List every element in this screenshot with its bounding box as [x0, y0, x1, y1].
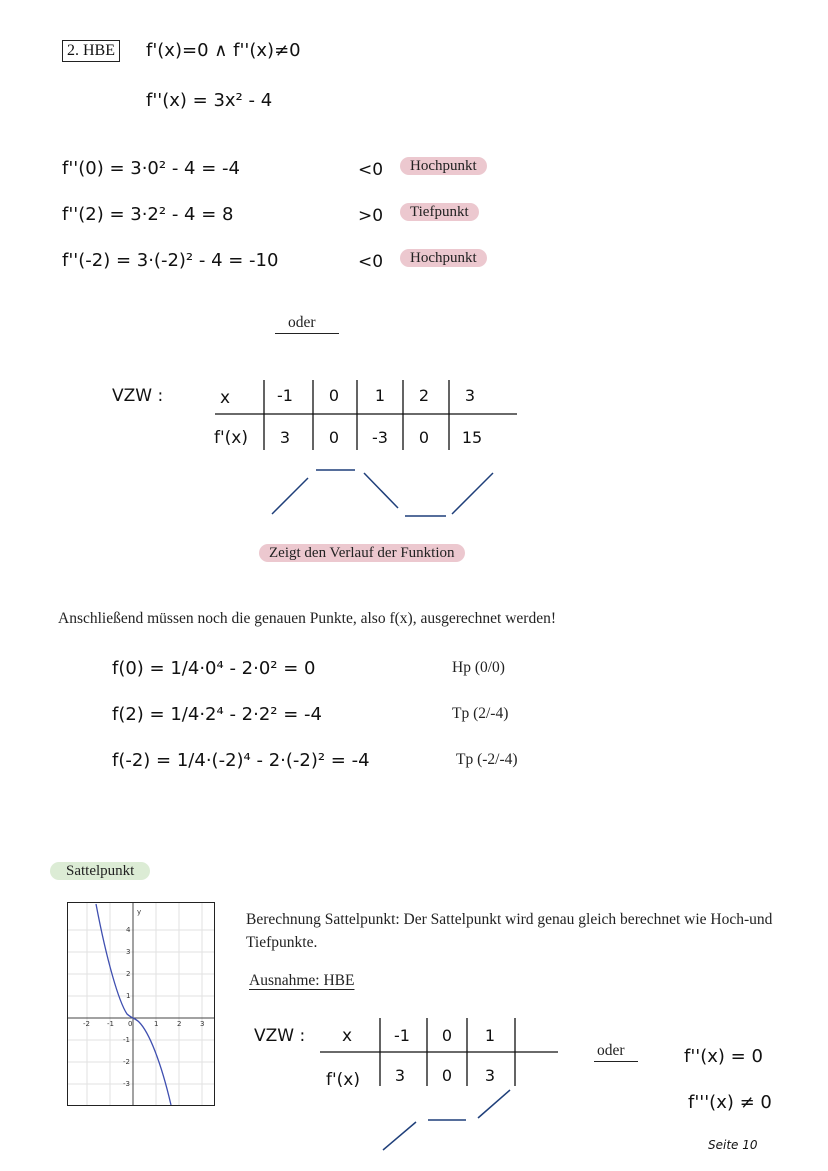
point-expr-3: f(-2) = 1/4·(-2)⁴ - 2·(-2)² = -4 — [112, 750, 370, 771]
y-tick: -2 — [123, 1058, 130, 1066]
sattel-condition-2: f'''(x) ≠ 0 — [688, 1092, 772, 1113]
vzw-x-label: x — [220, 388, 231, 408]
x-tick: -1 — [107, 1020, 114, 1028]
vzw-f-cell: -3 — [372, 428, 388, 447]
y-tick: 2 — [126, 970, 131, 978]
second-derivative: f''(x) = 3x² - 4 — [146, 90, 273, 111]
y-axis-label: y — [137, 908, 142, 916]
vzw-x-cell: 0 — [328, 386, 340, 405]
page-number: Seite 10 — [708, 1138, 758, 1152]
y-tick: -3 — [123, 1080, 130, 1088]
vzw-f-label: f'(x) — [214, 428, 248, 448]
point-result-2: Tp (2/-4) — [452, 705, 509, 722]
vzw-x-cell: 1 — [374, 386, 386, 405]
check-expr-1: f''(0) = 3·0² - 4 = -4 — [62, 158, 240, 179]
section-label: 2. HBE — [62, 40, 120, 62]
point-expr-2: f(2) = 1/4·2⁴ - 2·2² = -4 — [112, 704, 322, 725]
x-tick: -2 — [83, 1020, 90, 1028]
result-badge-3: Hochpunkt — [400, 249, 487, 267]
x-tick: 0 — [128, 1020, 133, 1028]
sattel-oder-label: oder — [597, 1042, 625, 1059]
point-expr-1: f(0) = 1/4·0⁴ - 2·0² = 0 — [112, 658, 316, 679]
vzw-x-cell: -1 — [277, 386, 293, 405]
check-sign-1: <0 — [358, 160, 384, 180]
y-tick: 1 — [126, 992, 131, 1000]
x-tick: 3 — [200, 1020, 205, 1028]
vzw2-label: VZW : — [254, 1026, 306, 1046]
result-badge-1: Hochpunkt — [400, 157, 487, 175]
vzw2-x-cell: 0 — [441, 1026, 453, 1045]
sattel-oder-underline — [594, 1061, 638, 1062]
vzw-f-cell: 0 — [418, 428, 430, 447]
vzw-f-cell: 15 — [461, 428, 483, 447]
points-intro: Anschließend müssen noch die genauen Punkte, also f(x), ausgerechnet werden! — [58, 610, 556, 627]
trend-badge: Zeigt den Verlauf der Funktion — [259, 544, 465, 562]
sattel-condition-1: f''(x) = 0 — [684, 1046, 763, 1067]
sattel-exception: Ausnahme: HBE — [249, 972, 355, 989]
hbe-condition: f'(x)=0 ∧ f''(x)≠0 — [146, 40, 301, 61]
point-result-1: Hp (0/0) — [452, 659, 505, 676]
oder-label: oder — [288, 314, 316, 331]
sattelpunkt-tag: Sattelpunkt — [50, 862, 150, 880]
point-result-3: Tp (-2/-4) — [456, 751, 518, 768]
x-tick: 1 — [154, 1020, 159, 1028]
check-sign-2: >0 — [358, 206, 384, 226]
y-tick: -1 — [123, 1036, 130, 1044]
y-tick: 3 — [126, 948, 131, 956]
vzw-f-cell: 3 — [279, 428, 291, 447]
y-tick: 4 — [126, 926, 131, 934]
vzw-label: VZW : — [112, 386, 164, 406]
vzw2-f-cell: 0 — [441, 1066, 453, 1085]
vzw2-f-label: f'(x) — [326, 1070, 360, 1090]
vzw-f-cell: 0 — [328, 428, 340, 447]
vzw-x-cell: 2 — [418, 386, 430, 405]
vzw2-f-cell: 3 — [484, 1066, 496, 1085]
result-badge-2: Tiefpunkt — [400, 203, 479, 221]
vzw2-x-cell: 1 — [484, 1026, 496, 1045]
x-tick: 2 — [177, 1020, 182, 1028]
vzw2-f-cell: 3 — [394, 1066, 406, 1085]
vzw-x-cell: 3 — [464, 386, 476, 405]
sattel-description: Berechnung Sattelpunkt: Der Sattelpunkt wird genau gleich berechnet wie Hoch-und Tiefpunkte. — [246, 911, 773, 951]
check-expr-3: f''(-2) = 3·(-2)² - 4 = -10 — [62, 250, 279, 271]
check-sign-3: <0 — [358, 252, 384, 272]
vzw2-x-cell: -1 — [394, 1026, 410, 1045]
vzw2-x-label: x — [342, 1026, 353, 1046]
check-expr-2: f''(2) = 3·2² - 4 = 8 — [62, 204, 234, 225]
